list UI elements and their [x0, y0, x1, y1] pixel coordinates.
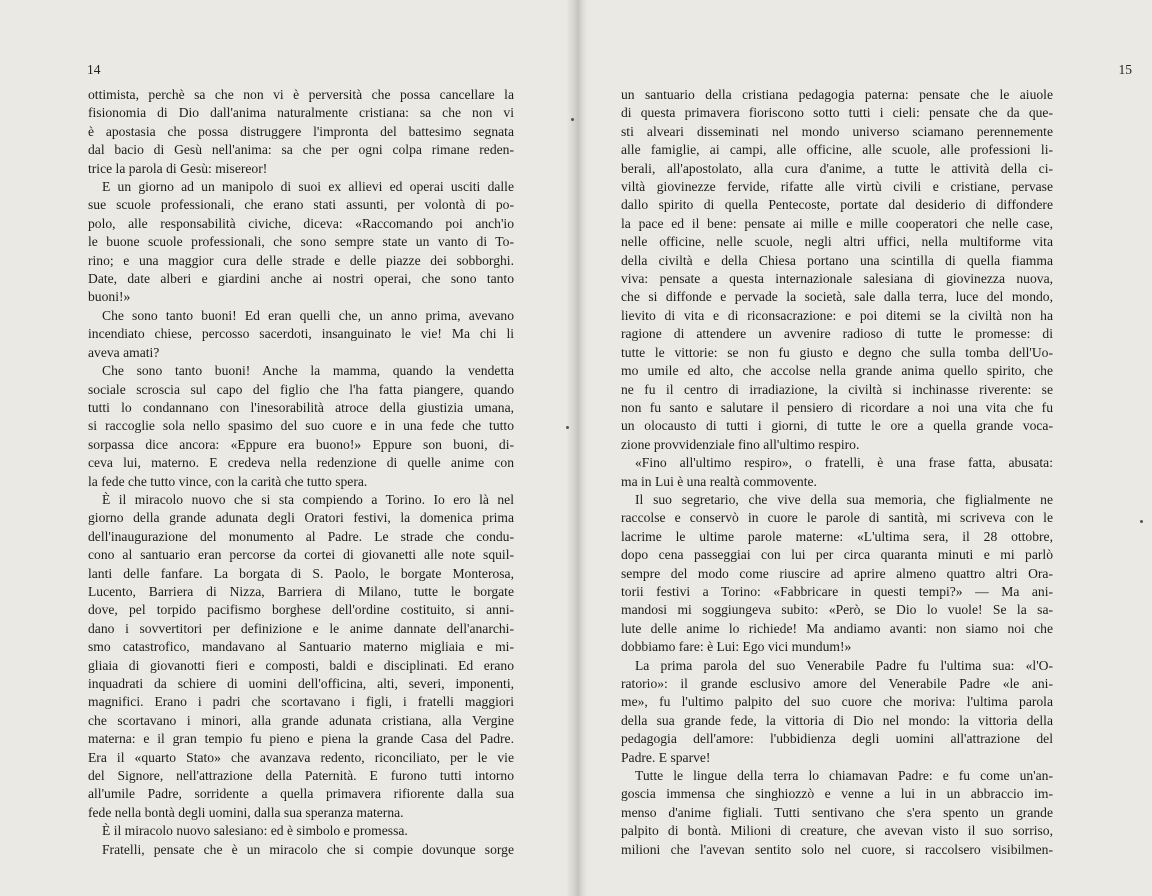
- text-line: ragione di attendere un avvenire radioso di tutte le promesse: di: [621, 326, 1053, 342]
- text-line: all'umile Padre, sorridente a quella primavera rifiorente dalla sua: [88, 786, 514, 802]
- text-line: giorno della grande adunata degli Oratori festivi, la domenica prima: [88, 510, 514, 526]
- text-line: tutti lo condannano con l'inesorabilità atroce della giustizia umana,: [88, 399, 514, 415]
- text-line: E un giorno ad un manipolo di suoi ex allievi ed operai usciti dalle: [102, 179, 514, 195]
- text-line: me», fu l'ultimo palpito del suo cuore che moriva: l'ultima parola: [621, 694, 1053, 710]
- text-line: aveva amati?: [88, 344, 160, 360]
- text-line: fede nella bontà degli uomini, dalla sua speranza materna.: [88, 804, 404, 820]
- text-line: dal bacio di Gesù nell'anima: sa che per ogni colpa rimane reden-: [88, 142, 514, 158]
- text-line: mo umile ed alto, che accolse nella grande anima quello spirito, che: [621, 363, 1053, 379]
- text-line: sempre del modo come riuscire ad aprire almeno quattro altri Ora-: [621, 565, 1053, 581]
- text-line: cono al santuario eran percorse da cortei di giovanetti alle note squil-: [88, 547, 514, 563]
- text-line: lacrime le ultime parole materne: «L'ultima sera, il 28 ottobre,: [621, 528, 1053, 544]
- text-line: milioni che l'avevan sentito solo nel cuore, si raccolsero visibilmen-: [621, 841, 1053, 857]
- text-line: rino; e una maggior cura delle strade e delle piazze dei sobborghi.: [88, 252, 514, 268]
- text-line: non fu santo e salutare il pensiero di ricordare a noi una vita che fu: [621, 399, 1053, 415]
- text-line: Lucento, Barriera di Nizza, Barriera di Milano, tutte le borgate: [88, 583, 514, 599]
- page-number: 14: [87, 62, 101, 77]
- text-line: dano i sovvertitori per definizione e le anime dannate dell'anarchi-: [88, 620, 514, 636]
- scan-speck: [571, 118, 574, 121]
- scan-speck: [1140, 520, 1143, 523]
- text-line: buoni!»: [88, 289, 131, 305]
- text-line: che scortavano i minori, alla grande adunata cristiana, alla Vergine: [88, 712, 514, 728]
- text-line: sociale scroscia sul capo del figlio che l'ha fatta piangere, quando: [88, 381, 514, 397]
- text-line: le buone scuole professionali, che sono sempre state un vanto di To-: [88, 234, 514, 250]
- text-line: torii festivi a Torino: «Fabbricare in questi tempi?» — Ma ani-: [621, 583, 1053, 599]
- text-line: la fede che tutto vince, con la carità che tutto spera.: [88, 473, 368, 489]
- text-line: fisionomia di Dio dall'anima naturalmente cristiana: sa che non vi: [88, 105, 514, 121]
- text-line: della sua grande fede, la vittoria di Dio nel mondo: la vittoria della: [621, 712, 1053, 728]
- text-line: È il miracolo nuovo salesiano: ed è simbolo e promessa.: [102, 823, 408, 839]
- text-line: lanti delle fanfare. La borgata di S. Paolo, le borgate Monterosa,: [88, 565, 514, 581]
- text-line: gliaia di giovanotti fieri e composti, baldi e disciplinati. Ed erano: [88, 657, 514, 673]
- text-line: berali, all'apostolato, alla cura d'anime, a tutte le attività della ci-: [621, 160, 1053, 176]
- text-line: dell'inaugurazione del monumento al Padre. Le strade che condu-: [88, 528, 514, 544]
- page-number: 15: [1118, 62, 1132, 77]
- text-line: viva: pensate a questa internazionale salesiana di giovinezza nuova,: [621, 271, 1053, 287]
- text-line: trice la parola di Gesù: misereor!: [88, 160, 268, 176]
- text-line: dove, pel torpido pacifismo borghese dell'ordine costituito, si anni-: [88, 602, 514, 618]
- text-line: È il miracolo nuovo che si sta compiendo a Torino. Io ero là nel: [102, 491, 514, 507]
- scan-speck: [566, 426, 569, 429]
- text-line: Padre. E sparve!: [621, 749, 711, 765]
- text-line: mandosi mi soggiungeva subito: «Però, se Dio lo vuole! Se la sa-: [621, 602, 1053, 618]
- text-line: Era il «quarto Stato» che avanzava redento, riconciliato, per le vie: [88, 749, 514, 765]
- text-line: ratorio»: il grande esclusivo amore del Venerabile Padre «le ani-: [621, 676, 1053, 691]
- text-line: un olocausto di tutti i giorni, di tutte le ore a quella grande voca-: [621, 418, 1053, 434]
- left-page: [0, 0, 575, 896]
- text-line: Fratelli, pensate che è un miracolo che si compie dovunque sorge: [102, 841, 514, 857]
- text-line: palpito di bontà. Milioni di creature, che avevan visto il suo sorriso,: [621, 823, 1053, 839]
- text-line: la pace ed il bene: pensate ai mille e mille cooperatori che nelle case,: [621, 215, 1053, 231]
- text-line: dopo cena passeggiai con lui per circa quaranta minuti e mi parlò: [621, 547, 1053, 563]
- text-line: è apostasia che possa distruggere l'impronta del battesimo segnata: [88, 123, 514, 139]
- text-line: raccolse e conservò in cuore le parole di santità, mi scriveva con le: [621, 510, 1053, 526]
- right-page: [577, 0, 1152, 896]
- text-line: che si diffonde e pervade la società, sale dalla terra, luce del mondo,: [621, 289, 1053, 305]
- text-line: incendiato chiese, percosso sacerdoti, insanguinato le vie! Ma chi li: [88, 326, 514, 342]
- text-line: Che sono tanto buoni! Anche la mamma, quando la vendetta: [102, 363, 514, 379]
- text-line: lievito di vita e di riconsacrazione: e poi ditemi se la civiltà non ha: [621, 307, 1053, 323]
- text-line: zione provvidenziale fino all'ultimo respiro.: [621, 436, 860, 452]
- text-line: Il suo segretario, che vive della sua memoria, che figlialmente ne: [635, 491, 1053, 507]
- text-line: goscia immensa che singhiozzò e venne a lui in un abbraccio im-: [621, 786, 1053, 802]
- text-line: sue scuole professionali, che erano stati assunti, per volontà di po-: [88, 197, 514, 213]
- page-text: [88, 86, 514, 859]
- text-line: sorpassa dice ancora: «Eppure era buono!» Eppure son buoni, di-: [88, 436, 514, 452]
- text-line: della civiltà e della Chiesa portano una scintilla di quella fiamma: [621, 252, 1053, 268]
- text-line: menso d'anime figliali. Tutti sentivano che s'era spento un grande: [621, 804, 1053, 820]
- text-line: Date, date alberi e giardini anche ai nostri operai, che sono tanto: [88, 271, 514, 287]
- text-line: di questa primavera fioriscono sotto tutti i cieli: pensate che da que-: [621, 105, 1053, 121]
- text-line: viltà giovinezze fervide, rifatte alle virtù civili e cristiane, pervase: [621, 179, 1053, 195]
- text-line: un santuario della cristiana pedagogia paterna: pensate che le aiuole: [621, 87, 1053, 102]
- text-line: sti alveari disseminati nel mondo universo sciamano perennemente: [621, 123, 1053, 139]
- text-line: tutte le vittorie: se non fu giusto e degno che sulla tomba dell'Uo-: [621, 344, 1053, 360]
- text-line: nelle officine, nelle scuole, negli altri uffici, nella multiforme vita: [621, 234, 1053, 250]
- text-line: dallo spirito di quella Pentecoste, portate dal desiderio di diffondere: [621, 197, 1053, 213]
- text-line: del Signore, nell'attrazione della Paternità. E furono tutti intorno: [88, 768, 514, 784]
- text-line: alle famiglie, ai campi, alle officine, alle scuole, alle professioni li-: [621, 142, 1053, 158]
- text-line: ma in Lui è una realtà commovente.: [621, 473, 817, 489]
- text-line: pedagogia dell'amore: l'ubbidienza degli uomini all'attrazione del: [621, 731, 1053, 747]
- text-line: magnifici. Erano i padri che scortavano i figli, i fratelli maggiori: [88, 694, 514, 710]
- page-text: [621, 86, 1053, 859]
- text-line: «Fino all'ultimo respiro», o fratelli, è una frase fatta, abusata:: [635, 455, 1053, 471]
- text-line: polo, alle responsabilità civiche, diceva: «Raccomando poi anch'io: [88, 215, 514, 231]
- text-line: ceva lui, materno. E credeva nella redenzione di quelle anime con: [88, 455, 514, 471]
- text-line: Tutte le lingue della terra lo chiamavan Padre: e fu come un'an-: [635, 768, 1053, 784]
- text-line: si raccoglie sola nello spasimo del suo cuore e in una fede che tutto: [88, 418, 514, 434]
- text-line: Che sono tanto buoni! Ed eran quelli che, un anno prima, avevano: [102, 307, 514, 323]
- text-line: smo catastrofico, mandavano al Santuario materno migliaia e mi-: [88, 639, 514, 655]
- text-line: lute delle anime lo richiede! Ma andiamo avanti: non siamo noi che: [621, 620, 1053, 636]
- text-line: La prima parola del suo Venerabile Padre fu l'ultima sua: «l'O-: [635, 657, 1053, 673]
- text-line: dobbiamo fare: è Lui: Ego vici mundum!»: [621, 639, 852, 655]
- text-line: inquadrati da schiere di uomini dell'officina, alti, severi, imponenti,: [88, 676, 514, 691]
- text-line: ne fu il centro di irradiazione, la civiltà si inchinasse riverente: se: [621, 381, 1053, 397]
- text-line: materna: e il gran tempio fu pieno e piena la grande Casa del Padre.: [88, 731, 514, 747]
- text-line: ottimista, perchè sa che non vi è perversità che possa cancellare la: [88, 87, 514, 102]
